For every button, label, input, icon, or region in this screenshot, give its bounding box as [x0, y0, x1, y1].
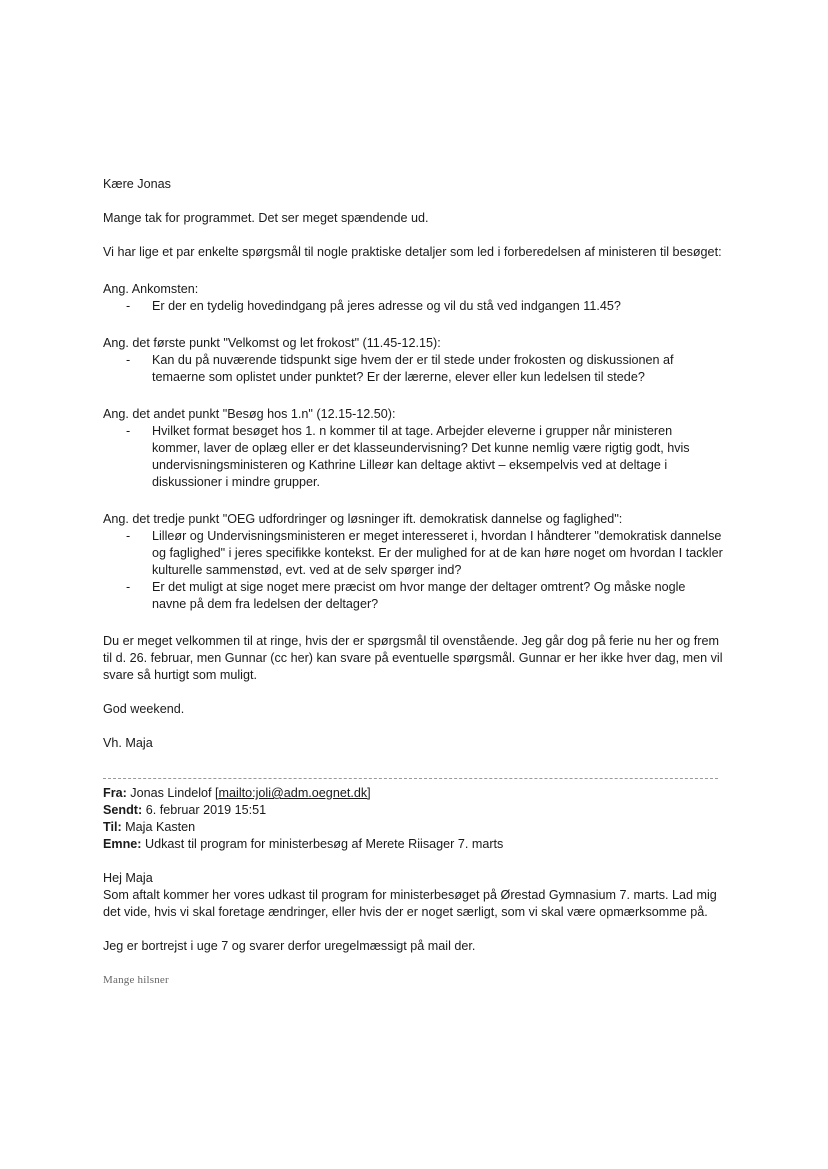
from-name: Jonas Lindelof: [130, 786, 212, 800]
signoff: Vh. Maja: [103, 736, 153, 750]
section-heading: Ang. det andet punkt "Besøg hos 1.n" (12.15-12.50):: [103, 407, 396, 421]
to-line: [103, 819, 723, 836]
quoted-signature: Mange hilsner: [103, 974, 169, 986]
section-third-point: [103, 511, 723, 613]
letter-greeting: Kære Jonas: [103, 177, 171, 191]
weekend-wish: God weekend.: [103, 702, 185, 716]
subject-line: [103, 836, 723, 853]
section-heading: Ang. det første punkt "Velkomst og let frokost" (11.45-12.15):: [103, 336, 441, 350]
bullet-item: - Kan du på nuværende tidspunkt sige hvem der er til stede under frokosten og diskussionen af temaerne som oplistet under punktet? Er der lærerne, elever eller kun ledelsen til stede?: [103, 352, 723, 386]
bullet-list: [103, 352, 723, 386]
subject-value: Udkast til program for ministerbesøg af Merete Riisager 7. marts: [145, 837, 504, 851]
sent-value: 6. februar 2019 15:51: [145, 803, 267, 817]
letter-intro: Vi har lige et par enkelte spørgsmål til nogle praktiske detaljer som led i forberedelsen af ministeren til besøget:: [103, 245, 722, 259]
letter-thanks: Mange tak for programmet. Det ser meget spændende ud.: [103, 211, 429, 225]
bullet-list: [103, 298, 723, 315]
bullet-item: - Er det muligt at sige noget mere præcist om hvor mange der deltager omtrent? Og måske nogle navne på dem fra ledelsen der deltager?: [103, 579, 723, 613]
section-first-point: [103, 335, 723, 386]
bullet-item: - Er der en tydelig hovedindgang på jeres adresse og vil du stå ved indgangen 11.45?: [103, 298, 723, 315]
quoted-header: [103, 785, 723, 853]
to-value: Maja Kasten: [125, 820, 196, 834]
bullet-list: [103, 423, 723, 491]
closing-note: Du er meget velkommen til at ringe, hvis der er spørgsmål til ovenstående. Jeg går dog på ferie nu her og frem til d. 26. februar, men Gunnar (cc her) kan svare på eventuelle spørgsmål. Gunnar er her ikke hver dag, men vil svare så hurtigt som muligt.: [103, 634, 723, 682]
sent-line: [103, 802, 723, 819]
sent-label: Sendt:: [103, 803, 143, 817]
bullet-item: - Lilleør og Undervisningsministeren er meget interesseret i, hvordan I håndterer "demokratisk dannelse og faglighed" i jeres specifikke kontekst. Er der mulighed for at de kan høre noget om hvordan I tackler kulturelle sammenstød, evt. ved at de selv spørger ind?: [103, 528, 723, 579]
section-heading: Ang. Ankomsten:: [103, 282, 199, 296]
from-label: Fra:: [103, 786, 127, 800]
section-arrival: [103, 281, 723, 315]
bullet-list: [103, 528, 723, 613]
quoted-note: Jeg er bortrejst i uge 7 og svarer derfor uregelmæssigt på mail der.: [103, 939, 476, 953]
quoted-greeting: Hej Maja: [103, 871, 153, 885]
email-content: [103, 176, 723, 989]
from-line: [103, 785, 723, 802]
to-label: Til:: [103, 820, 122, 834]
bullet-item: - Hvilket format besøget hos 1. n kommer til at tage. Arbejder eleverne i grupper når ministeren kommer, laver de oplæg eller er det klasseundervisning? Det kunne nemlig være rigtig godt, hvis undervisningsministeren og Kathrine Lilleør kan deltage aktivt – eksempelvis ved at deltage i diskussioner i mindre grupper.: [103, 423, 723, 491]
quoted-body: Som aftalt kommer her vores udkast til program for ministerbesøget på Ørestad Gymnasium 7. marts. Lad mig det vide, hvis vi skal foretage ændringer, eller hvis der er noget særligt, som vi skal være opmærksomme på.: [103, 888, 717, 919]
section-second-point: [103, 406, 723, 491]
from-mailto-link[interactable]: [mailto:joli@adm.oegnet.dk]: [215, 786, 371, 800]
subject-label: Emne:: [103, 837, 142, 851]
section-heading: Ang. det tredje punkt "OEG udfordringer og løsninger ift. demokratisk dannelse og faglighed":: [103, 512, 623, 526]
